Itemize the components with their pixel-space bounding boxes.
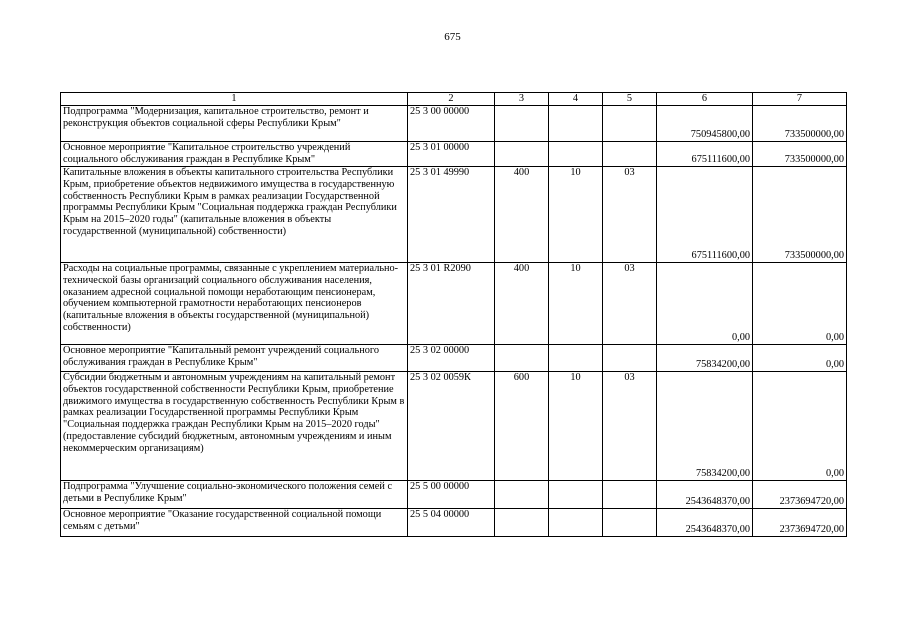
row-section bbox=[549, 142, 603, 167]
row-sum-1: 2543648370,00 bbox=[657, 481, 753, 509]
row-section bbox=[549, 345, 603, 372]
column-header: 4 bbox=[549, 93, 603, 106]
row-sum-1: 750945800,00 bbox=[657, 106, 753, 142]
column-header: 5 bbox=[603, 93, 657, 106]
table-row bbox=[61, 106, 847, 142]
row-code: 25 3 01 00000 bbox=[408, 142, 495, 167]
row-subsection bbox=[603, 142, 657, 167]
row-sum-2: 733500000,00 bbox=[753, 167, 847, 263]
row-subsection bbox=[603, 106, 657, 142]
table-header-row bbox=[61, 93, 847, 106]
row-expense-type: 600 bbox=[495, 372, 549, 481]
row-expense-type: 400 bbox=[495, 167, 549, 263]
row-expense-type bbox=[495, 481, 549, 509]
column-header: 3 bbox=[495, 93, 549, 106]
table-row bbox=[61, 142, 847, 167]
table-row bbox=[61, 481, 847, 509]
row-name: Капитальные вложения в объекты капитального строительства Республики Крым, приобретение объектов недвижимого имущества в государственную собственность Республики Крым в рамках реализации Государственной программы Республики Крым "Социальная поддержка граждан Республики Крым на 2015–2020 годы" (капитальные вложения в объекты государственной (муниципальной) собственности) bbox=[61, 167, 408, 263]
row-code: 25 3 02 0059К bbox=[408, 372, 495, 481]
row-subsection bbox=[603, 481, 657, 509]
row-sum-1: 0,00 bbox=[657, 263, 753, 345]
row-section: 10 bbox=[549, 167, 603, 263]
row-sum-1: 675111600,00 bbox=[657, 167, 753, 263]
row-sum-2: 733500000,00 bbox=[753, 142, 847, 167]
row-sum-1: 75834200,00 bbox=[657, 372, 753, 481]
row-name: Расходы на социальные программы, связанные с укреплением материально-технической базы организаций социального обслуживания населения, оказанием адресной социальной помощи неработающим пенсионерам, обучением компьютерной грамотности неработающих пенсионеров (капитальные вложения в объекты государственной (муниципальной) собственности) bbox=[61, 263, 408, 345]
row-subsection: 03 bbox=[603, 372, 657, 481]
row-name: Основное мероприятие "Капитальный ремонт учреждений социального обслуживания граждан в Республике Крым" bbox=[61, 345, 408, 372]
row-expense-type bbox=[495, 509, 549, 537]
row-sum-1: 2543648370,00 bbox=[657, 509, 753, 537]
row-subsection: 03 bbox=[603, 167, 657, 263]
row-name: Подпрограмма "Модернизация, капитальное строительство, ремонт и реконструкция объектов социальной сферы Республики Крым" bbox=[61, 106, 408, 142]
table-row bbox=[61, 509, 847, 537]
table-row bbox=[61, 345, 847, 372]
row-sum-1: 675111600,00 bbox=[657, 142, 753, 167]
row-code: 25 3 00 00000 bbox=[408, 106, 495, 142]
row-expense-type: 400 bbox=[495, 263, 549, 345]
table-row bbox=[61, 372, 847, 481]
row-subsection bbox=[603, 509, 657, 537]
row-expense-type bbox=[495, 106, 549, 142]
row-section bbox=[549, 481, 603, 509]
row-section bbox=[549, 509, 603, 537]
row-section: 10 bbox=[549, 263, 603, 345]
row-sum-2: 2373694720,00 bbox=[753, 481, 847, 509]
row-name: Основное мероприятие "Оказание государственной социальной помощи семьям с детьми" bbox=[61, 509, 408, 537]
row-name: Подпрограмма "Улучшение социально-экономического положения семей с детьми в Республике Крым" bbox=[61, 481, 408, 509]
row-code: 25 3 01 R2090 bbox=[408, 263, 495, 345]
row-expense-type bbox=[495, 142, 549, 167]
row-sum-1: 75834200,00 bbox=[657, 345, 753, 372]
row-section: 10 bbox=[549, 372, 603, 481]
row-subsection: 03 bbox=[603, 263, 657, 345]
column-header: 7 bbox=[753, 93, 847, 106]
row-code: 25 3 01 49990 bbox=[408, 167, 495, 263]
column-header: 2 bbox=[408, 93, 495, 106]
row-code: 25 5 04 00000 bbox=[408, 509, 495, 537]
row-code: 25 3 02 00000 bbox=[408, 345, 495, 372]
row-sum-2: 733500000,00 bbox=[753, 106, 847, 142]
column-header: 1 bbox=[61, 93, 408, 106]
row-sum-2: 2373694720,00 bbox=[753, 509, 847, 537]
row-sum-2: 0,00 bbox=[753, 345, 847, 372]
row-section bbox=[549, 106, 603, 142]
table-row bbox=[61, 263, 847, 345]
column-header: 6 bbox=[657, 93, 753, 106]
page-number: 675 bbox=[444, 31, 461, 43]
row-sum-2: 0,00 bbox=[753, 263, 847, 345]
row-sum-2: 0,00 bbox=[753, 372, 847, 481]
row-code: 25 5 00 00000 bbox=[408, 481, 495, 509]
row-expense-type bbox=[495, 345, 549, 372]
budget-table bbox=[60, 92, 847, 537]
row-name: Субсидии бюджетным и автономным учреждениям на капитальный ремонт объектов государственной собственности Республики Крым, приобретение движимого имущества в государственную собственность Республики Крым в рамках реализации Государственной программы Республики Крым "Социальная поддержка граждан Республики Крым на 2015–2020 годы" (предоставление субсидий бюджетным, автономным учреждениям и иным некоммерческим организациям) bbox=[61, 372, 408, 481]
row-subsection bbox=[603, 345, 657, 372]
table-row bbox=[61, 167, 847, 263]
row-name: Основное мероприятие "Капитальное строительство учреждений социального обслуживания граждан в Республике Крым" bbox=[61, 142, 408, 167]
